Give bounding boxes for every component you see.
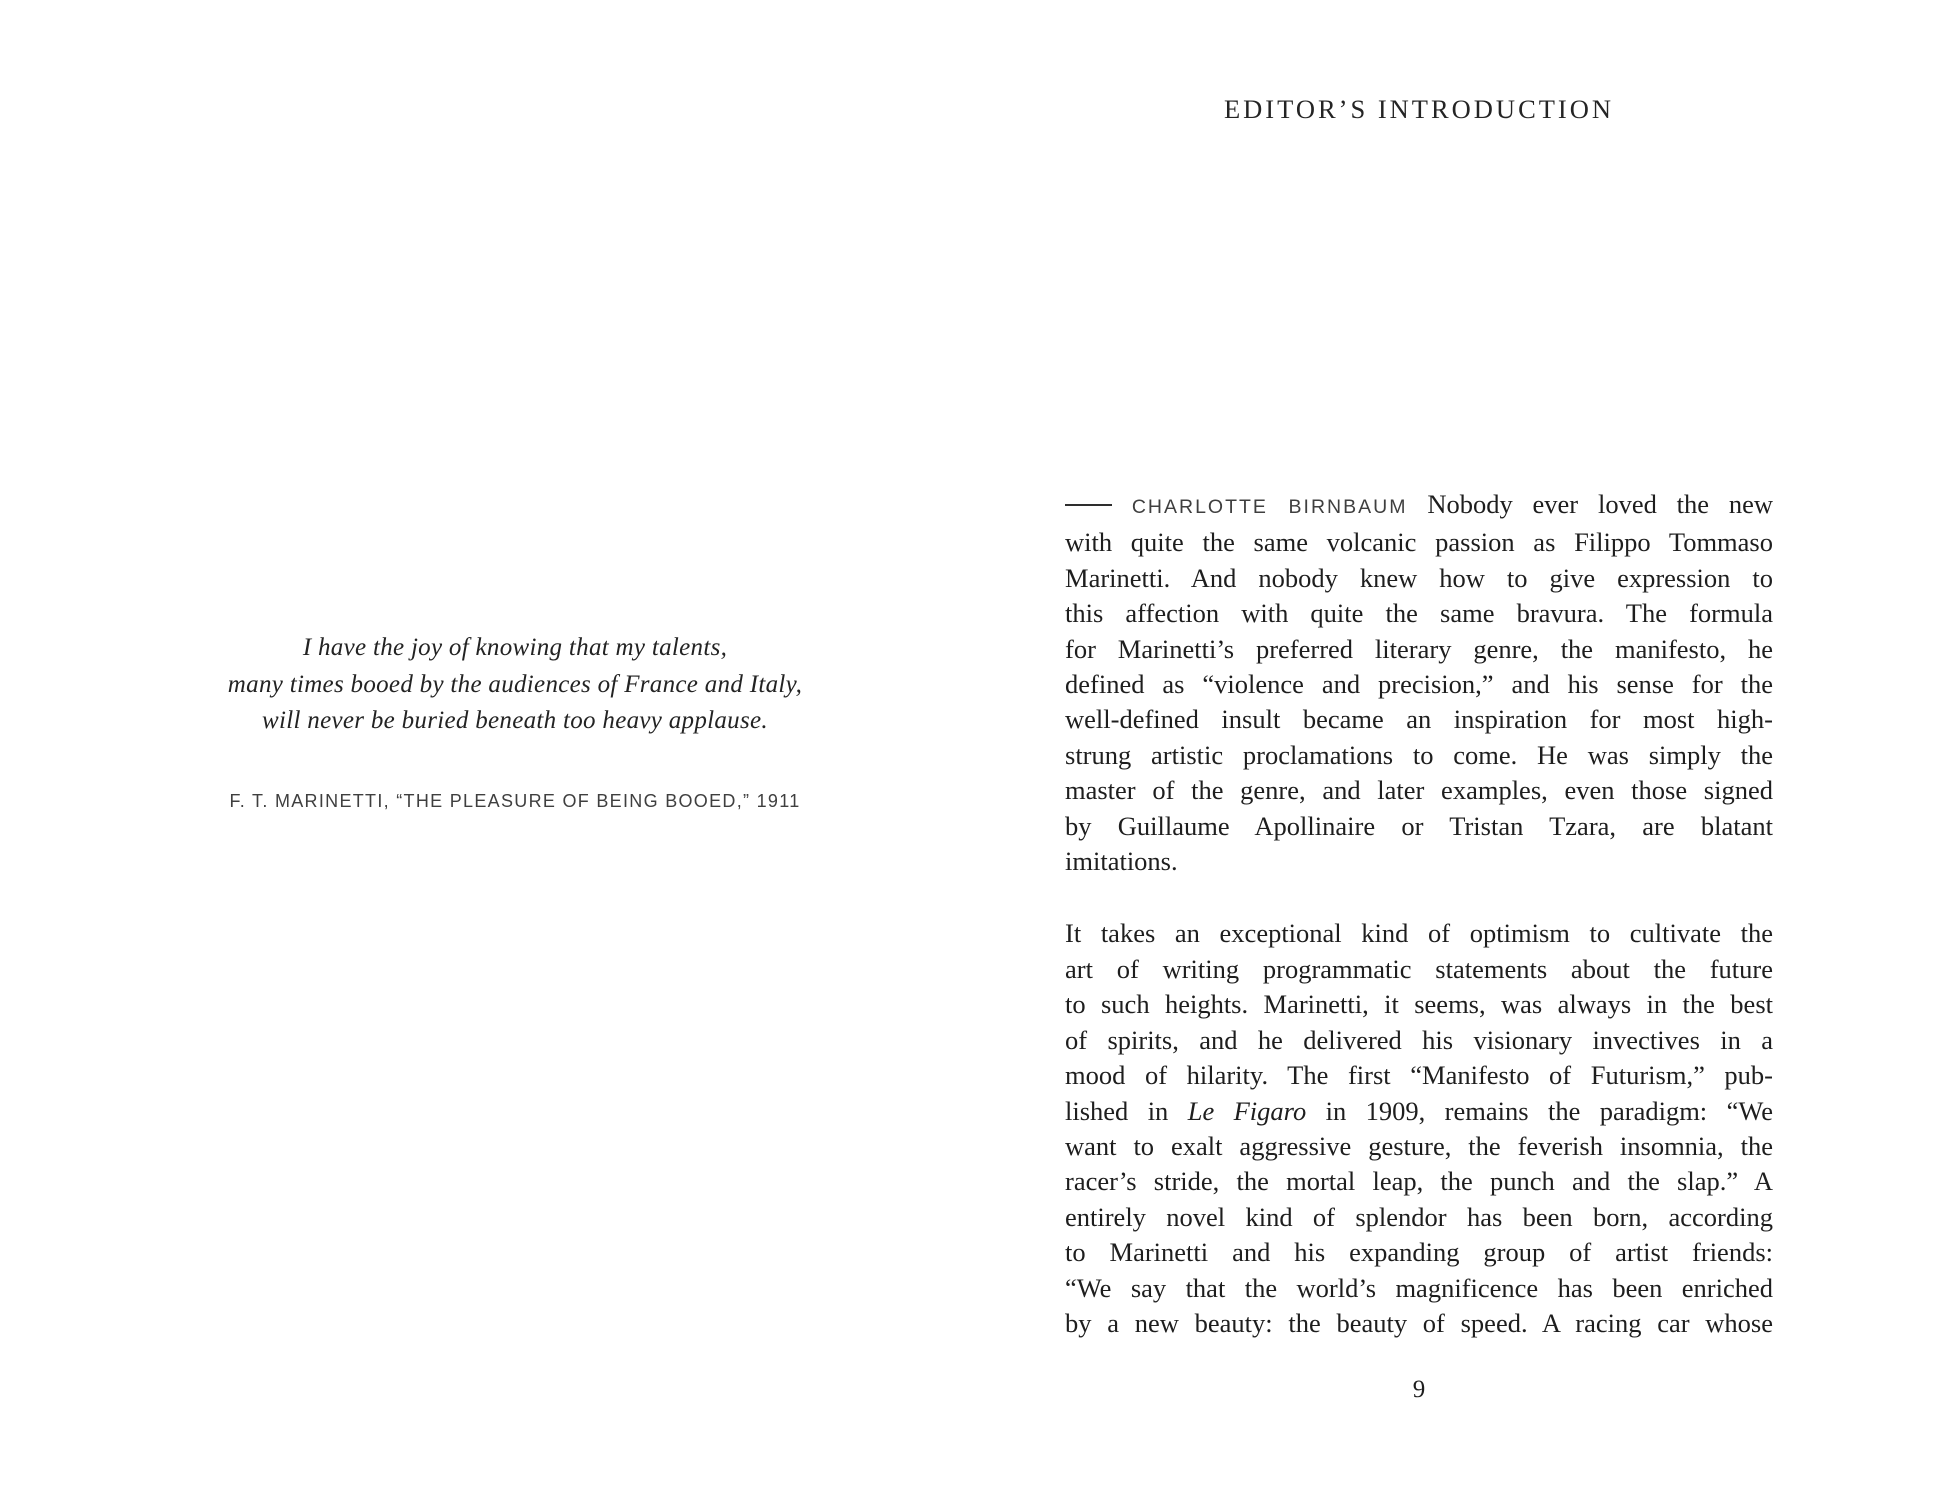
text-segment: for Marinetti’s preferred literary genre, the manifesto, he xyxy=(1065,633,1773,664)
author-label: CHARLOTTE BIRNBAUM xyxy=(1131,496,1408,518)
chapter-header: EDITOR’S INTRODUCTION xyxy=(1223,94,1615,124)
em-dash-rule xyxy=(1065,504,1112,506)
text-segment: well-defined insult became an inspiration for most high- xyxy=(1065,704,1773,735)
body-line xyxy=(1065,1200,1773,1235)
body-line xyxy=(1065,844,1773,879)
epigraph-line: I have the joy of knowing that my talents, xyxy=(302,634,728,661)
text-segment: this affection with quite the same bravura. The formula xyxy=(1065,598,1773,629)
body-line xyxy=(1065,916,1773,951)
body-line xyxy=(1065,1129,1773,1164)
body-line xyxy=(1065,809,1773,844)
body-text xyxy=(1065,487,1773,1378)
text-segment: to Marinetti and his expanding group of artist friends: xyxy=(1065,1237,1773,1268)
body-line xyxy=(1065,1164,1773,1199)
text-segment: in 1909, remains the paradigm: “We xyxy=(1306,1095,1773,1126)
text-segment: “We say that the world’s magnificence has been enriched xyxy=(1065,1272,1773,1303)
text-segment: want to exalt aggressive gesture, the feverish insomnia, the xyxy=(1065,1130,1773,1161)
epigraph-lines xyxy=(130,630,900,740)
body-line xyxy=(1065,632,1773,667)
text-segment: entirely novel kind of splendor has been born, according xyxy=(1065,1201,1773,1232)
text-segment: defined as “violence and precision,” and his sense for the xyxy=(1065,669,1773,700)
epigraph-line: many times booed by the audiences of France and Italy, xyxy=(227,670,803,698)
body-line xyxy=(1065,702,1773,737)
text-segment: lished in xyxy=(1065,1095,1188,1126)
body-line xyxy=(1065,1094,1773,1129)
body-line xyxy=(1065,561,1773,596)
body-line xyxy=(1065,1306,1773,1341)
italic-publication-title: Le Figaro xyxy=(1187,1095,1307,1126)
body-line xyxy=(1065,987,1773,1022)
text-segment: master of the genre, and later examples, even those signed xyxy=(1065,775,1773,806)
text-segment xyxy=(1112,489,1132,519)
body-line xyxy=(1065,1058,1773,1093)
text-segment: of spirits, and he delivered his visionary invectives in a xyxy=(1065,1024,1773,1055)
body-line xyxy=(1065,1271,1773,1306)
text-segment: to such heights. Marinetti, it seems, was always in the best xyxy=(1065,989,1773,1020)
body-line xyxy=(1065,596,1773,631)
body-line xyxy=(1065,738,1773,773)
text-segment: strung artistic proclamations to come. He was simply the xyxy=(1065,739,1773,770)
epigraph-line: will never be buried beneath too heavy applause. xyxy=(262,707,768,734)
body-line xyxy=(1065,487,1773,525)
text-segment xyxy=(1407,489,1427,519)
text-segment: Marinetti. And nobody knew how to give expression to xyxy=(1065,562,1773,593)
page-number: 9 xyxy=(1412,1376,1426,1403)
paragraph xyxy=(1065,487,1773,879)
text-segment: with quite the same volcanic passion as Filippo Tommaso xyxy=(1065,527,1773,558)
body-line xyxy=(1065,952,1773,987)
body-line xyxy=(1065,525,1773,560)
text-segment: by Guillaume Apollinaire or Tristan Tzara, are blatant xyxy=(1065,810,1773,841)
body-line xyxy=(1065,773,1773,808)
text-segment: It takes an exceptional kind of optimism to cultivate the xyxy=(1065,918,1773,949)
body-line xyxy=(1065,1023,1773,1058)
text-segment: mood of hilarity. The first “Manifesto of Futurism,” pub- xyxy=(1065,1060,1773,1091)
text-segment: Nobody ever loved the new xyxy=(1427,489,1774,519)
paragraph xyxy=(1065,916,1773,1341)
text-segment: imitations. xyxy=(1065,846,1178,877)
body-line xyxy=(1065,1235,1773,1270)
epigraph-attribution: F. T. MARINETTI, “THE PLEASURE OF BEING BOOED,” 1911 xyxy=(229,790,801,811)
text-segment: by a new beauty: the beauty of speed. A racing car whose xyxy=(1065,1307,1773,1338)
epigraph-block xyxy=(130,630,900,819)
text-segment: racer’s stride, the mortal leap, the punch and the slap.” A xyxy=(1065,1166,1773,1197)
text-segment: art of writing programmatic statements about the future xyxy=(1065,953,1773,984)
body-line xyxy=(1065,667,1773,702)
